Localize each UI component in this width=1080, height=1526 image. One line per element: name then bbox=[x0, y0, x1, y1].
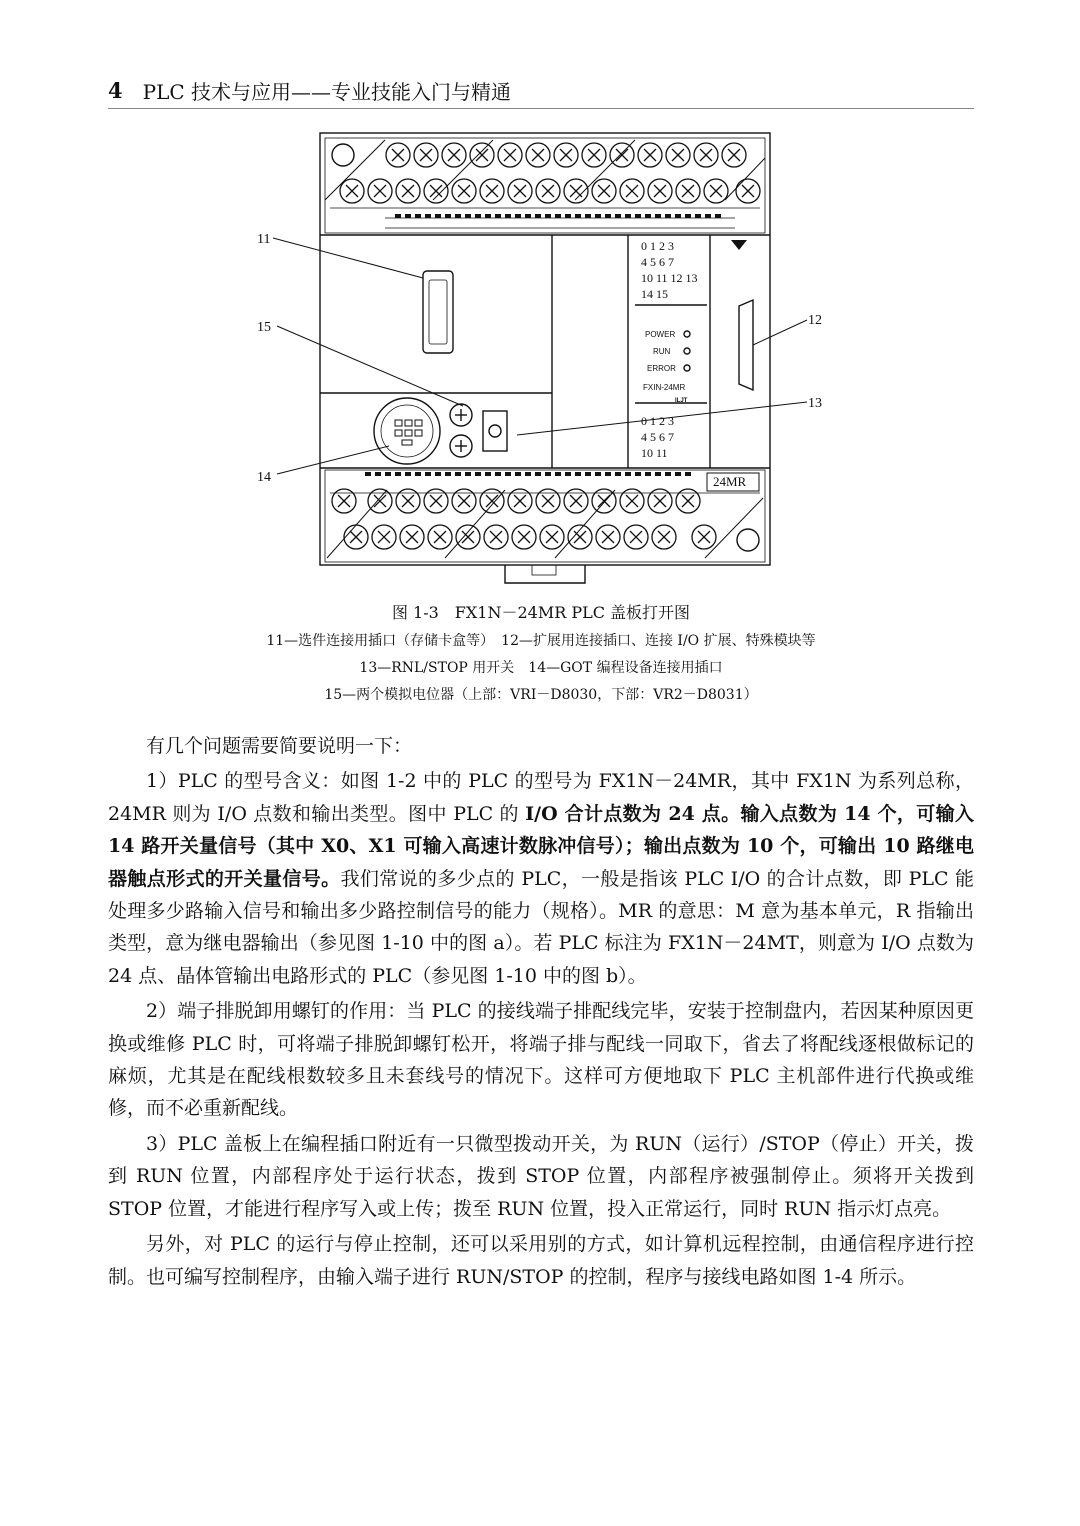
mounting-hole-bottom bbox=[737, 529, 759, 551]
din-clip bbox=[505, 565, 585, 583]
leader-11 bbox=[273, 238, 423, 278]
run-led-label: RUN bbox=[653, 347, 671, 356]
caption-line-3: 15—两个模拟电位器（上部：VRI－D8030，下部：VR2－D8031） bbox=[324, 687, 758, 703]
input-indicator-row-3: 10 11 12 13 bbox=[641, 271, 698, 285]
callout-14: 14 bbox=[257, 470, 271, 485]
plc-figure bbox=[255, 128, 835, 598]
figure-caption bbox=[108, 598, 974, 709]
plc-case bbox=[320, 133, 770, 565]
run-stop-switch bbox=[483, 411, 507, 451]
callout-15: 15 bbox=[257, 320, 271, 335]
input-indicator-row-4: 14 15 bbox=[641, 287, 668, 301]
page-header bbox=[108, 72, 974, 109]
model-tag: 24MR bbox=[713, 474, 747, 489]
caption-line-2: 13—RNL/STOP 用开关 14—GOT 编程设备连接用插口 bbox=[359, 660, 723, 676]
bottom-terminal-row-lower bbox=[344, 525, 716, 549]
page-number: 4 bbox=[108, 77, 123, 103]
triangle-marker-icon bbox=[731, 240, 747, 250]
body-text bbox=[108, 730, 974, 1293]
callout-13: 13 bbox=[808, 396, 822, 411]
error-led-icon bbox=[684, 365, 690, 371]
brand-label: ILJT bbox=[675, 398, 688, 404]
caption-line-1: 11—选件连接用插口（存储卡盒等） 12—扩展用连接插口、连接 I/O 扩展、特殊模块等 bbox=[266, 633, 816, 649]
caption-title: 图 1-3 FX1N－24MR PLC 盖板打开图 bbox=[391, 603, 691, 622]
paragraph-1-part-c: 我们常说的多少点的 PLC，一般是指该 PLC I/O 的合计点数，即 PLC 能处理多少路输入信号和输出多少路控制信号的能力（规格）。MR 的意思：M 意为基本单元，R 指输出类型，意为继电器输出（参见图 1-10 中的图 a）。若 PLC 标注为 FX1N－24MT，则意为 I/O 点数为 24 点、晶体管输出电路形式的 PLC（参见图 1-10 中的图 b）。 bbox=[108, 867, 974, 987]
input-indicator-row-1: 0 1 2 3 bbox=[641, 239, 674, 253]
top-terminal-row-lower bbox=[340, 179, 760, 203]
running-title: PLC 技术与应用——专业技能入门与精通 bbox=[142, 79, 512, 104]
expansion-connector bbox=[739, 300, 753, 390]
paragraph-1-part-a: 1）PLC 的型号含义：如图 1-2 中的 PLC 的型号为 FX1N－24MR，其中 FX1N 为系列总称，24MR 则为 I/O 点数和输出类型。图中 PLC 的 bbox=[108, 770, 974, 825]
output-indicator-row-1: 0 1 2 3 bbox=[641, 414, 674, 428]
error-led-label: ERROR bbox=[647, 364, 676, 373]
callout-11: 11 bbox=[257, 232, 271, 247]
top-terminal-row-upper bbox=[386, 143, 746, 167]
leader-15 bbox=[277, 326, 463, 406]
paragraph-1 bbox=[108, 765, 974, 992]
output-indicator-row-3: 10 11 bbox=[641, 446, 668, 460]
leader-12 bbox=[753, 320, 807, 345]
power-led-icon bbox=[684, 331, 690, 337]
paragraph-1-bold: I/O 合计点数为 24 点。输入点数为 14 个，可输入 14 路开关量信号（其中 X0、X1 可输入高速计数脉冲信号）；输出点数为 10 个，可输出 10 路继电器触点形式的开关量信号。 bbox=[108, 802, 974, 890]
mounting-hole-top bbox=[332, 144, 354, 166]
power-led-label: POWER bbox=[645, 330, 676, 339]
paragraph-intro: 有几个问题需要简要说明一下： bbox=[146, 735, 413, 757]
paragraph-2: 2）端子排脱卸用螺钉的作用：当 PLC 的接线端子排配线完毕，安装于控制盘内，若因某种原因更换或维修 PLC 时，可将端子排脱卸螺钉松开，将端子排与配线一同取下，省去了将配线逐根做标记的麻烦，尤其是在配线根数较多且未套线号的情况下。这样可方便地取下 PLC 主机部件进行代换或维修，而不必重新配线。 bbox=[108, 1000, 974, 1120]
got-port bbox=[374, 398, 440, 464]
run-led-icon bbox=[684, 348, 690, 354]
input-indicator-row-2: 4 5 6 7 bbox=[641, 255, 674, 269]
model-small-label: FXIN-24MR bbox=[643, 383, 686, 392]
option-connector bbox=[423, 271, 453, 353]
paragraph-4: 另外，对 PLC 的运行与停止控制，还可以采用别的方式，如计算机远程控制，由通信程序进行控制。也可编写控制程序，由输入端子进行 RUN/STOP 的控制，程序与接线电路如图 1-4 所示。 bbox=[108, 1233, 974, 1288]
paragraph-3: 3）PLC 盖板上在编程插口附近有一只微型拨动开关，为 RUN（运行）/STOP（停止）开关，拨到 RUN 位置，内部程序处于运行状态，拨到 STOP 位置，内部程序被强制停止。须将开关拨到 STOP 位置，才能进行程序写入或上传；拨至 RUN 位置，投入正常运行，同时 RUN 指示灯点亮。 bbox=[108, 1132, 974, 1220]
output-indicator-row-2: 4 5 6 7 bbox=[641, 430, 674, 444]
plc-cover-drawing bbox=[255, 128, 835, 598]
callout-12: 12 bbox=[808, 313, 822, 328]
